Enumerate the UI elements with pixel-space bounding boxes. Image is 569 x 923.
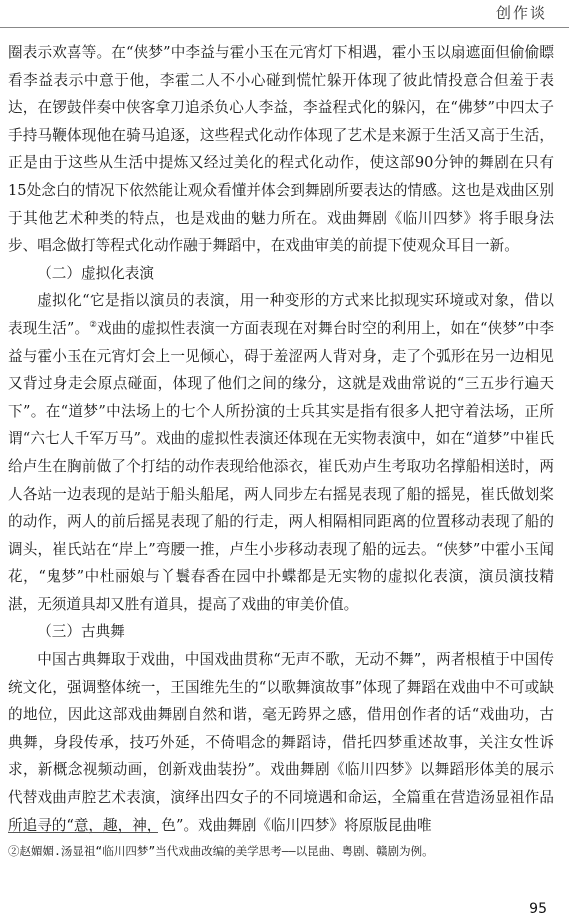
paragraph-virtual-performance	[8, 287, 554, 618]
section-heading-virtual-performance: （二）虚拟化表演	[37, 264, 154, 282]
running-header-title: 创作谈	[495, 4, 547, 22]
footnote-reference-mark: ②	[89, 320, 98, 331]
footnote: ②赵媚媚.汤显祖“临川四梦”当代戏曲改编的美学思考——以昆曲、粤剧、赣剧为例。	[8, 844, 434, 858]
paragraph-virtual-performance-body: 戏曲的虚拟性表演一方面表现在对舞台时空的利用上，如在“侠梦”中李益与霍小玉在元宵灯会上一见倾心，碍于羞涩两人背对身，走了个弧形在另一边相见又背过身走会原点碰面，体现了他们之间的缘分，这就是戏曲常说的“三五步行遍天下”。在“道梦”中法场上的七个人所扮演的士兵其实是指有很多人把守着法场，正所谓“六七人千军万马”。戏曲的虚拟性表演还体现在无实物表演中，如在“道梦”中崔氏给卢生在胸前做了个打结的动作表现给他添衣，崔氏劝卢生考取功名撑船相送时，两人各站一边表现的是站于船头船尾，两人同步左右摇晃表现了船的摇晃，崔氏做划桨的动作，两人的前后摇晃表现了船的行走，两人相隔相同距离的位置移动表现了船的调头，崔氏站在“岸上”弯腰一推，卢生小步移动表现了船的远去。“侠梦”中霍小玉闻花，“鬼梦”中杜丽娘与丫鬟春香在园中扑蝶都是无实物的虚拟化表演，演员演技精湛，无须道具却又胜有道具，提高了戏曲的审美价值。	[8, 319, 554, 613]
footnote-divider	[8, 832, 158, 833]
body-text	[8, 39, 554, 839]
header-divider	[0, 27, 569, 28]
paragraph-continuation: 圈表示欢喜等。在“侠梦”中李益与霍小玉在元宵灯下相遇，霍小玉以扇遮面但偷偷瞟看李益表示中意于他，李霍二人不小心碰到慌忙躲开体现了彼此情投意合但羞于表达，在锣鼓伴奏中侠客拿刀追杀负心人李益，李益程式化的躲闪，在“佛梦”中四太子手持马鞭体现他在骑马追逐，这些程式化动作体现了艺术是来源于生活又高于生活，正是由于这些从生活中提炼又经过美化的程式化动作，使这部90分钟的舞剧在只有15处念白的情况下依然能让观众看懂并体会到舞剧所要表达的情感。这也是戏曲区别于其他艺术种类的特点，也是戏曲的魅力所在。戏曲舞剧《临川四梦》将手眼身法步、唱念做打等程式化动作融于舞蹈中，在戏曲审美的前提下使观众耳目一新。	[8, 44, 554, 255]
page-number: 95	[529, 901, 547, 917]
paragraph-classical-dance: 中国古典舞取于戏曲，中国戏曲贯称“无声不歌，无动不舞”，两者根植于中国传统文化，强调整体统一，王国维先生的“以歌舞演故事”体现了舞蹈在戏曲中不可或缺的地位，因此这部戏曲舞剧自然和谐，毫无跨界之感，借用创作者的话“戏曲功，古典舞，身段传承，技巧外延，不倚唱念的舞蹈诗，借托四梦重述故事，关注女性诉求，新概念视频动画，创新戏曲装扮”。戏曲舞剧《临川四梦》以舞蹈形体美的展示代替戏曲声腔艺术表演，演绎出四女子的不同境遇和命运，全篇重在营造汤显祖作品所追寻的“意，趣，神，色”。戏曲舞剧《临川四梦》将原版昆曲唯	[8, 651, 554, 834]
section-heading-classical-dance: （三）古典舞	[37, 623, 125, 641]
paragraph-virtual-performance-quote: 虚拟化“它是指以演员的表演，用一种变形的方式来比拟现实环境或对象，借以表现生活”。	[8, 292, 554, 337]
